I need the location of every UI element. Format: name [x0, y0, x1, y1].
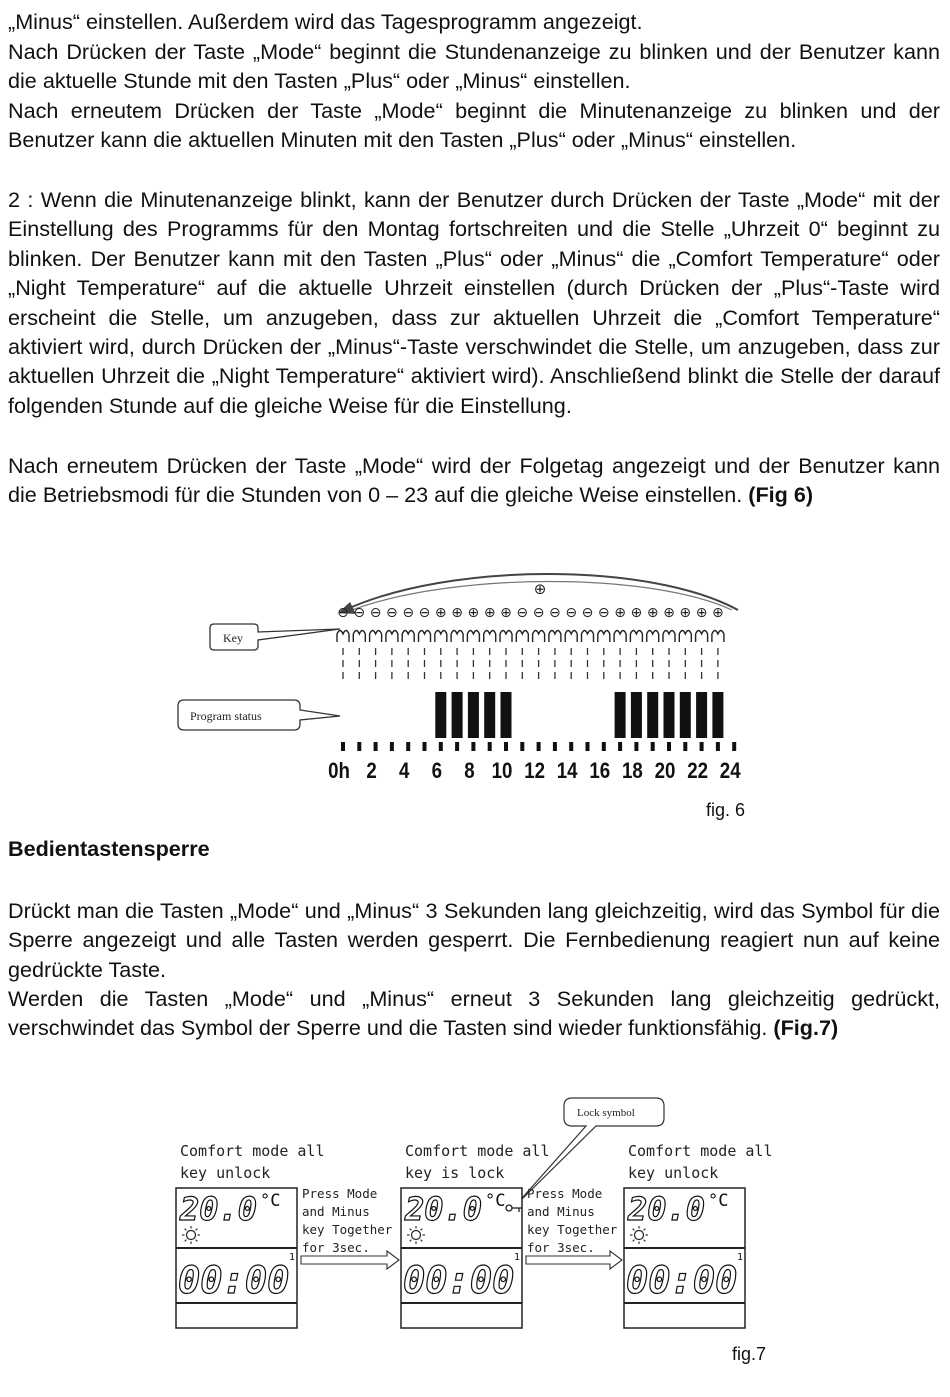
lcd-day-indicator: 1	[289, 1252, 296, 1263]
key-press-mark	[451, 631, 463, 643]
fig7-diagram	[0, 1090, 950, 1340]
comfort-status-bar	[712, 692, 723, 738]
axis-tick-label: 2	[366, 759, 377, 784]
paragraph-7	[8, 984, 940, 1043]
axis-hour-marker	[439, 742, 443, 751]
lcd-temperature-unit: °C	[708, 1191, 729, 1211]
key-press-mark	[386, 631, 398, 643]
hour-state-symbol: ⊖	[565, 605, 578, 621]
axis-hour-marker	[732, 742, 736, 751]
key-press-mark	[614, 631, 626, 643]
hour-state-symbol: ⊕	[712, 605, 724, 621]
lcd-time: 00:00	[403, 1259, 515, 1302]
hour-state-symbol: ⊖	[581, 605, 594, 621]
hour-state-symbol: ⊕	[434, 605, 447, 621]
comfort-status-bar	[501, 692, 512, 738]
axis-hour-marker	[683, 742, 687, 751]
axis-hour-marker	[341, 742, 345, 751]
section-heading: Bedientastensperre	[8, 836, 210, 861]
axis-hour-marker	[390, 742, 394, 751]
arc-plus-symbol: ⊕	[533, 580, 547, 598]
key-press-mark	[598, 631, 610, 643]
axis-hour-marker	[667, 742, 671, 751]
panel-title-line1: Comfort mode all	[628, 1142, 773, 1160]
lock-symbol-label: Lock symbol	[577, 1107, 635, 1119]
hour-state-symbol: ⊖	[516, 605, 529, 621]
fig6-diagram	[0, 570, 950, 800]
paragraph-6: Drückt man die Tasten „Mode“ und „Minus“ 3 Sekunden lang gleichzeitig, wird das Symbol für die Sperre angezeigt und alle Tasten werden gesperrt. Die Fernbedienung reagiert nun auf keine gedrückte Taste.	[8, 898, 940, 982]
fig6-caption: fig. 6	[706, 800, 746, 820]
axis-hour-marker	[634, 742, 638, 751]
axis-hour-marker	[374, 742, 378, 751]
comfort-status-bar	[484, 692, 495, 738]
comfort-status-bar	[615, 692, 626, 738]
hour-state-symbol: ⊖	[369, 605, 382, 621]
comfort-status-bar	[647, 692, 658, 738]
hour-state-symbol: ⊕	[663, 605, 675, 621]
paragraph-5	[8, 451, 940, 510]
hour-state-symbol: ⊖	[418, 605, 431, 621]
axis-tick-label: 0h	[328, 759, 350, 784]
panel-title-line1: Comfort mode all	[405, 1142, 550, 1160]
axis-tick-label: 22	[687, 759, 708, 784]
key-press-mark	[467, 631, 479, 643]
key-press-mark	[419, 631, 431, 643]
hour-state-symbol: ⊖	[386, 605, 398, 621]
lcd-time: 00:00	[178, 1259, 290, 1302]
arrow-instruction-line: for 3sec.	[302, 1240, 370, 1255]
hour-state-symbol: ⊕	[695, 605, 708, 621]
paragraph-7-text: Werden die Tasten „Mode“ und „Minus“ erneut 3 Sekunden lang gleichzeitig gedrückt, verschwindet das Symbol der Sperre und die Tasten sind wieder funktionsfähig.	[8, 986, 940, 1041]
key-press-mark	[435, 631, 447, 643]
axis-hour-marker	[553, 742, 557, 751]
key-press-mark	[647, 631, 659, 643]
axis-hour-marker	[488, 742, 492, 751]
arrow-instruction-line: and Minus	[527, 1204, 595, 1219]
axis-hour-marker	[700, 742, 704, 751]
lcd-day-indicator: 1	[514, 1252, 521, 1263]
panel-title-line1: Comfort mode all	[180, 1142, 325, 1160]
hour-state-symbol: ⊖	[549, 605, 561, 621]
hour-state-symbol: ⊖	[337, 605, 349, 621]
axis-hour-marker	[357, 742, 361, 751]
axis-tick-label: 20	[654, 759, 676, 784]
paragraph-4: 2 : Wenn die Minutenanzeige blinkt, kann der Benutzer durch Drücken der Taste „Mode“ mit der Einstellung des Programms für den Montag fortschreiten und die Stelle „Uhrzeit 0“ beginnt zu blinken. Der Benutzer kann mit den Tasten „Plus“ oder „Minus“ die „Comfort Temperature“ oder „Night Temperature“ auf die aktuelle Uhrzeit einstellen (durch Drücken der „Plus“-Taste wird erscheint die Stelle, um anzugeben, dass zur aktuellen Uhrzeit die „Comfort Temperature“ aktiviert wird, durch Drücken der „Minus“-Taste verschwindet die Stelle, um anzugeben, dass zur aktuellen Uhrzeit die „Night Temperature“ aktiviert wird). Anschließend blinkt die Stelle der darauf folgenden Stunde auf die gleiche Weise für die Einstellung.	[8, 187, 940, 418]
key-press-mark	[533, 631, 545, 643]
lcd-day-indicator: 1	[737, 1252, 744, 1263]
paragraph-1: „Minus“ einstellen. Außerdem wird das Tagesprogramm angezeigt.	[8, 9, 643, 34]
arrow-instruction-line: key Together	[527, 1222, 618, 1237]
lcd-temperature-unit: °C	[260, 1191, 281, 1211]
axis-hour-marker	[504, 742, 508, 751]
axis-hour-marker	[423, 742, 427, 751]
lcd-temperature: 20.0	[628, 1190, 706, 1228]
panel-title-line2: key unlock	[180, 1164, 271, 1182]
arrow-instruction-line: key Together	[302, 1222, 393, 1237]
comfort-status-bar	[452, 692, 463, 738]
axis-tick-label: 14	[556, 759, 578, 784]
axis-tick-label: 12	[524, 759, 545, 784]
axis-tick-label: 6	[431, 759, 443, 784]
arrow-instruction-line: Press Mode	[302, 1186, 378, 1201]
hour-state-symbol: ⊕	[451, 605, 463, 621]
arrow-instruction-line: Press Mode	[527, 1186, 603, 1201]
axis-hour-marker	[586, 742, 590, 751]
paragraph-2: Nach Drücken der Taste „Mode“ beginnt die Stundenanzeige zu blinken und der Benutzer kann die aktuelle Stunde mit den Tasten „Plus“ oder „Minus“ einstellen.	[8, 39, 940, 94]
axis-hour-marker	[471, 742, 475, 751]
hour-state-symbol: ⊖	[597, 605, 610, 621]
key-press-mark	[370, 631, 382, 643]
fig7-caption: fig.7	[732, 1344, 767, 1364]
lcd-temperature: 20.0	[405, 1190, 483, 1228]
key-press-mark	[337, 631, 349, 643]
lcd-time: 00:00	[626, 1259, 738, 1302]
panel-title-line2: key is lock	[405, 1164, 505, 1182]
key-press-mark	[696, 631, 708, 643]
axis-hour-marker	[618, 742, 622, 751]
hour-state-symbol: ⊕	[646, 605, 659, 621]
paragraph-3: Nach erneutem Drücken der Taste „Mode“ beginnt die Minutenanzeige zu blinken und der Benutzer kann die aktuellen Minuten mit den Tasten „Plus“ oder „Minus“ einstellen.	[8, 98, 940, 153]
paragraph-5-text: Nach erneutem Drücken der Taste „Mode“ wird der Folgetag angezeigt und der Benutzer kann die Betriebsmodi für die Stunden von 0 – 23 auf die gleiche Weise einstellen.	[8, 453, 940, 508]
fig6-reference: (Fig 6)	[748, 482, 814, 508]
hour-state-symbol: ⊕	[679, 605, 692, 621]
key-press-mark	[565, 631, 577, 643]
axis-tick-label: 18	[622, 759, 643, 784]
key-press-mark	[582, 631, 594, 643]
hour-state-symbol: ⊕	[467, 605, 480, 621]
hour-state-symbol: ⊖	[402, 605, 415, 621]
key-press-mark	[500, 631, 512, 643]
axis-hour-marker	[455, 742, 459, 751]
axis-hour-marker	[569, 742, 573, 751]
comfort-status-bar	[468, 692, 479, 738]
comfort-status-bar	[680, 692, 691, 738]
key-press-mark	[549, 631, 561, 643]
panel-title-line2: key unlock	[628, 1164, 719, 1182]
key-press-mark	[402, 631, 414, 643]
axis-tick-label: 10	[491, 759, 513, 784]
key-press-mark	[679, 631, 691, 643]
axis-hour-marker	[602, 742, 606, 751]
axis-tick-label: 8	[464, 759, 475, 784]
fig7-reference: (Fig.7)	[773, 1015, 839, 1041]
press-mode-minus-arrow	[301, 1186, 399, 1269]
axis-hour-marker	[716, 742, 720, 751]
axis-tick-label: 24	[719, 759, 741, 784]
program-status-label: Program status	[190, 709, 262, 723]
axis-tick-label: 16	[589, 759, 611, 784]
key-press-mark	[516, 631, 528, 643]
key-press-mark	[353, 631, 365, 643]
hour-state-symbol: ⊖	[353, 605, 366, 621]
axis-hour-marker	[520, 742, 524, 751]
arrow-instruction-line: and Minus	[302, 1204, 370, 1219]
hour-state-symbol: ⊕	[614, 605, 626, 621]
hour-state-symbol: ⊕	[483, 605, 496, 621]
axis-hour-marker	[537, 742, 541, 751]
key-press-mark	[663, 631, 675, 643]
comfort-status-bar	[435, 692, 446, 738]
lcd-temperature-unit: °C	[485, 1191, 506, 1211]
axis-hour-marker	[406, 742, 410, 751]
comfort-status-bar	[696, 692, 707, 738]
axis-tick-label: 4	[398, 759, 410, 784]
key-press-mark	[630, 631, 642, 643]
key-label: Key	[223, 631, 243, 645]
press-mode-minus-arrow	[526, 1186, 622, 1269]
comfort-status-bar	[664, 692, 675, 738]
lcd-panel	[624, 1142, 773, 1328]
hour-state-symbol: ⊕	[500, 605, 512, 621]
hour-state-symbol: ⊖	[532, 605, 545, 621]
lcd-temperature: 20.0	[180, 1190, 258, 1228]
axis-hour-marker	[651, 742, 655, 751]
hour-state-symbol: ⊕	[630, 605, 643, 621]
comfort-status-bar	[631, 692, 642, 738]
arrow-instruction-line: for 3sec.	[527, 1240, 595, 1255]
key-press-mark	[712, 631, 724, 643]
key-press-mark	[484, 631, 496, 643]
